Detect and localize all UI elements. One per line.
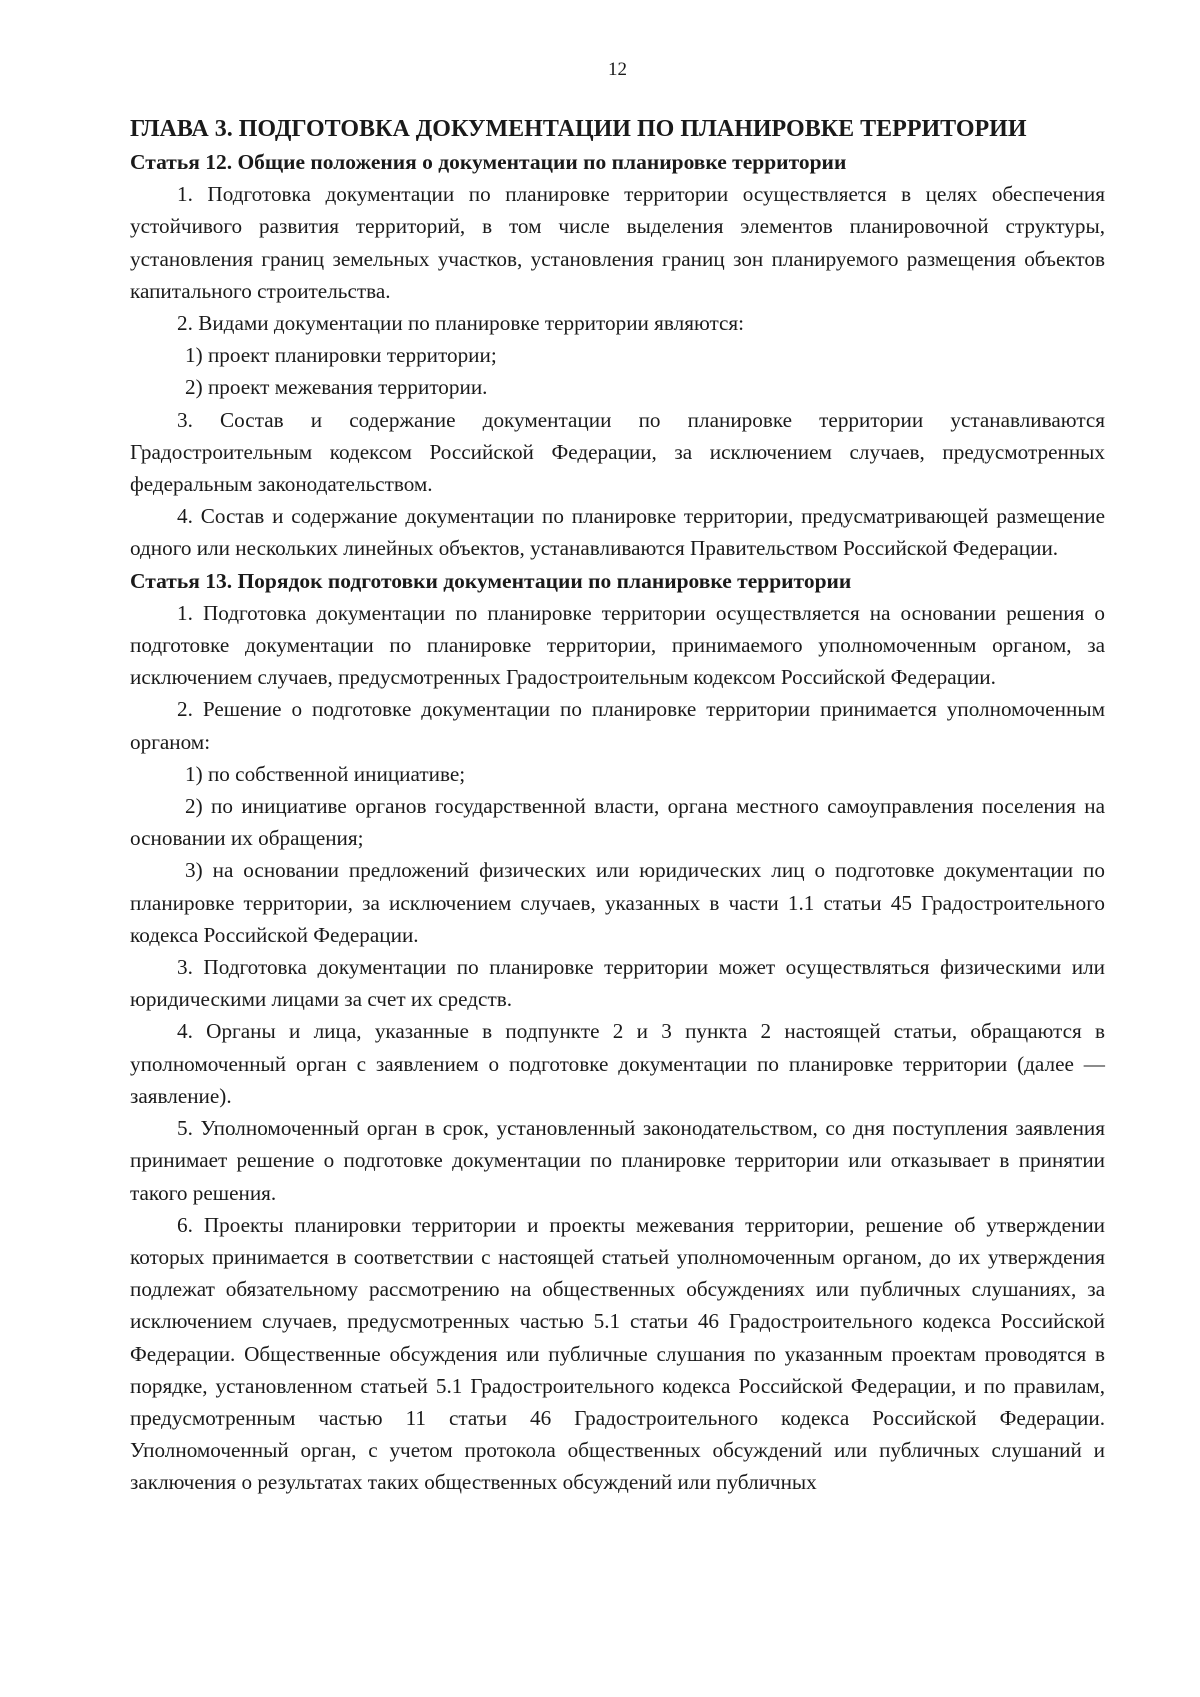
article-13-paragraph-1: 1. Подготовка документации по планировке территории осуществляется на основании решения о подготовке документации по планировке территории, принимаемого уполномоченным органом, за исключением случаев, предусмотренных Градостроительным кодексом Российской Федерации. [130, 600, 1105, 690]
article-13-paragraph-3: 3. Подготовка документации по планировке территории может осуществляться физическими или юридическими лицами за счет их средств. [130, 955, 1105, 1012]
article-12-list-item-1: 1) проект планировки территории; [185, 343, 497, 368]
article-13-paragraph-2: 2. Решение о подготовке документации по планировке территории принимается уполномоченным органом: [130, 697, 1105, 754]
article-13-list-item-3: 3) на основании предложений физических или юридических лиц о подготовке документации по планировке территории, за исключением случаев, указанных в части 1.1 статьи 45 Градостроительного кодекса Российской Федерации. [130, 858, 1105, 947]
article-13-list-item-1: 1) по собственной инициативе; [185, 761, 466, 786]
article-13-paragraph-5: 5. Уполномоченный орган в срок, установленный законодательством, со дня поступления заявления принимает решение о подготовке документации по планировке территории или отказывает в принятии такого решения. [130, 1116, 1105, 1205]
article-12-list-item-2: 2) проект межевания территории. [185, 375, 488, 400]
document-body [130, 112, 1105, 1499]
article-13-title: Статья 13. Порядок подготовки документации по планировке территории [130, 568, 852, 593]
article-13-paragraph-6: 6. Проекты планировки территории и проекты межевания территории, решение об утверждении которых принимается в соответствии с настоящей статьей уполномоченным органом, до их утверждения подлежат обязательному рассмотрению на общественных обсуждениях или публичных слушаниях, за исключением случаев, предусмотренных частью 5.1 статьи 46 Градостроительного кодекса Российской Федерации. Общественные обсуждения или публичные слушания по указанным проектам проводятся в порядке, установленном статьей 5.1 Градостроительного кодекса Российской Федерации, и по правилам, предусмотренным частью 11 статьи 46 Градостроительного кодекса Российской Федерации. Уполномоченный орган, с учетом протокола общественных обсуждений или публичных слушаний и заключения о результатах таких общественных обсуждений или публичных [130, 1212, 1105, 1495]
article-12-paragraph-1: 1. Подготовка документации по планировке территории осуществляется в целях обеспечения устойчивого развития территорий, в том числе выделения элементов планировочной структуры, установления границ земельных участков, установления границ зон планируемого размещения объектов капитального строительства. [130, 182, 1105, 303]
chapter-title: ГЛАВА 3. ПОДГОТОВКА ДОКУМЕНТАЦИИ ПО ПЛАНИРОВКЕ ТЕРРИТОРИИ [130, 116, 1027, 142]
article-12-paragraph-3: 3. Состав и содержание документации по планировке территории устанавливаются Градостроительным кодексом Российской Федерации, за исключением случаев, предусмотренных федеральным законодательством. [130, 407, 1105, 497]
article-12-title: Статья 12. Общие положения о документации по планировке территории [130, 150, 847, 174]
article-12-paragraph-4: 4. Состав и содержание документации по планировке территории, предусматривающей размещение одного или нескольких линейных объектов, устанавливаются Правительством Российской Федерации. [130, 504, 1105, 561]
article-13-list-item-2: 2) по инициативе органов государственной власти, органа местного самоуправления поселения на основании их обращения; [130, 794, 1105, 851]
article-13-paragraph-4: 4. Органы и лица, указанные в подпункте 2 и 3 пункта 2 настоящей статьи, обращаются в уполномоченный орган с заявлением о подготовке документации по планировке территории (далее — заявление). [130, 1019, 1105, 1108]
article-12-paragraph-2: 2. Видами документации по планировке территории являются: [177, 311, 745, 336]
page-number: 12 [608, 59, 627, 80]
